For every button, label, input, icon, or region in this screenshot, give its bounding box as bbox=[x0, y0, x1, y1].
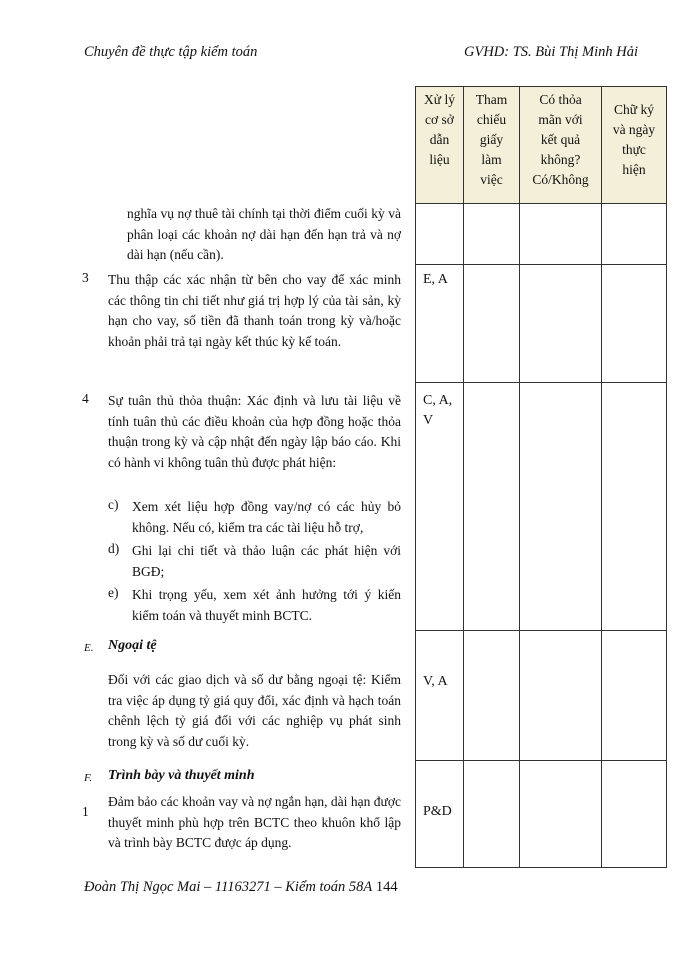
sectionE-assertion-code: V, A bbox=[423, 674, 448, 689]
page-footer bbox=[84, 879, 398, 896]
sub-item-d-marker: d) bbox=[108, 541, 120, 556]
section-f-letter: F. bbox=[84, 772, 93, 784]
section-e-title: Ngoại tệ bbox=[108, 638, 157, 653]
row3-assertion-code: E, A bbox=[423, 272, 448, 287]
step-f1-text: Đảm bảo các khoản vay và nợ ngắn hạn, dài hạn được thuyết minh phù hợp trên BCTC theo khuôn khổ lập và trình bày BCTC được áp dụng. bbox=[108, 794, 401, 850]
sub-item-d-text: Ghi lại chi tiết và thảo luận các phát hiện với BGĐ; bbox=[132, 543, 401, 579]
table-divider-row bbox=[415, 630, 667, 631]
sub-item-c-text: Xem xét liệu hợp đồng vay/nợ có các hủy bỏ không. Nếu có, kiểm tra các tài liệu hỗ trợ, bbox=[132, 499, 401, 535]
step-3-text: Thu thập các xác nhận từ bên cho vay để xác minh các thông tin chi tiết như giá trị hợp lý của tài sản, kỳ hạn cho vay, số tiền đã thanh toán trong kỳ và/hoặc khoản phải trả tại ngày kết thúc kỳ kế toán. bbox=[108, 272, 401, 349]
continued-step-text: nghĩa vụ nợ thuê tài chính tại thời điểm cuối kỳ và phân loại các khoản nợ dài hạn đến hạn trả và nợ dài hạn (nếu cần). bbox=[127, 206, 401, 262]
header-col-assertion: Xử lý cơ sở dẫn liệu bbox=[424, 92, 455, 167]
header-col-reference: Tham chiếu giấy làm việc bbox=[475, 92, 508, 187]
sub-item-e-marker: e) bbox=[108, 585, 119, 600]
section-f-title: Trình bày và thuyết minh bbox=[108, 768, 255, 783]
table-divider-row bbox=[415, 264, 667, 265]
audit-program-table bbox=[415, 86, 667, 868]
section-e-text: Đối với các giao dịch và số dư bằng ngoại tệ: Kiểm tra việc áp dụng tỷ giá quy đổi, xác định và hạch toán chênh lệch tỷ giá đối với các nghiệp vụ phát sinh trong kỳ và số dư cuối kỳ. bbox=[108, 672, 401, 749]
sub-item-c-marker: c) bbox=[108, 497, 119, 512]
footer-author: Đoàn Thị Ngọc Mai – 11163271 – Kiểm toán 58A bbox=[84, 879, 373, 895]
running-header-title: Chuyên đề thực tập kiểm toán bbox=[84, 44, 258, 60]
row4-assertion-code: C, A, V bbox=[423, 393, 453, 428]
step-4-number: 4 bbox=[82, 391, 89, 406]
header-col-signature: Chữ ký và ngày thực hiện bbox=[612, 102, 656, 177]
step-f1-number: 1 bbox=[82, 804, 89, 819]
f1-assertion-code: P&D bbox=[423, 804, 452, 819]
table-border-bottom bbox=[415, 867, 667, 868]
table-divider-header bbox=[415, 203, 667, 204]
page-number: 144 bbox=[375, 879, 398, 895]
section-e-letter: E. bbox=[84, 642, 94, 654]
table-divider-row bbox=[415, 382, 667, 383]
step-4-text: Sự tuân thủ thỏa thuận: Xác định và lưu tài liệu về tính tuân thủ các điều khoản của hợp đồng hoặc thỏa thuận trong kỳ và cập nhật đến ngày lập báo cáo. Khi có hành vi không tuân thủ được phát hiện: bbox=[108, 393, 401, 470]
step-3-number: 3 bbox=[82, 270, 89, 285]
sub-item-e-text: Khi trọng yếu, xem xét ảnh hưởng tới ý kiến kiểm toán và thuyết minh BCTC. bbox=[132, 587, 401, 623]
header-col-result: Có thỏa mãn với kết quả không? Có/Không bbox=[532, 92, 589, 187]
table-border-top bbox=[415, 86, 667, 87]
running-header-supervisor: GVHD: TS. Bùi Thị Minh Hải bbox=[464, 44, 638, 60]
table-divider-row bbox=[415, 760, 667, 761]
